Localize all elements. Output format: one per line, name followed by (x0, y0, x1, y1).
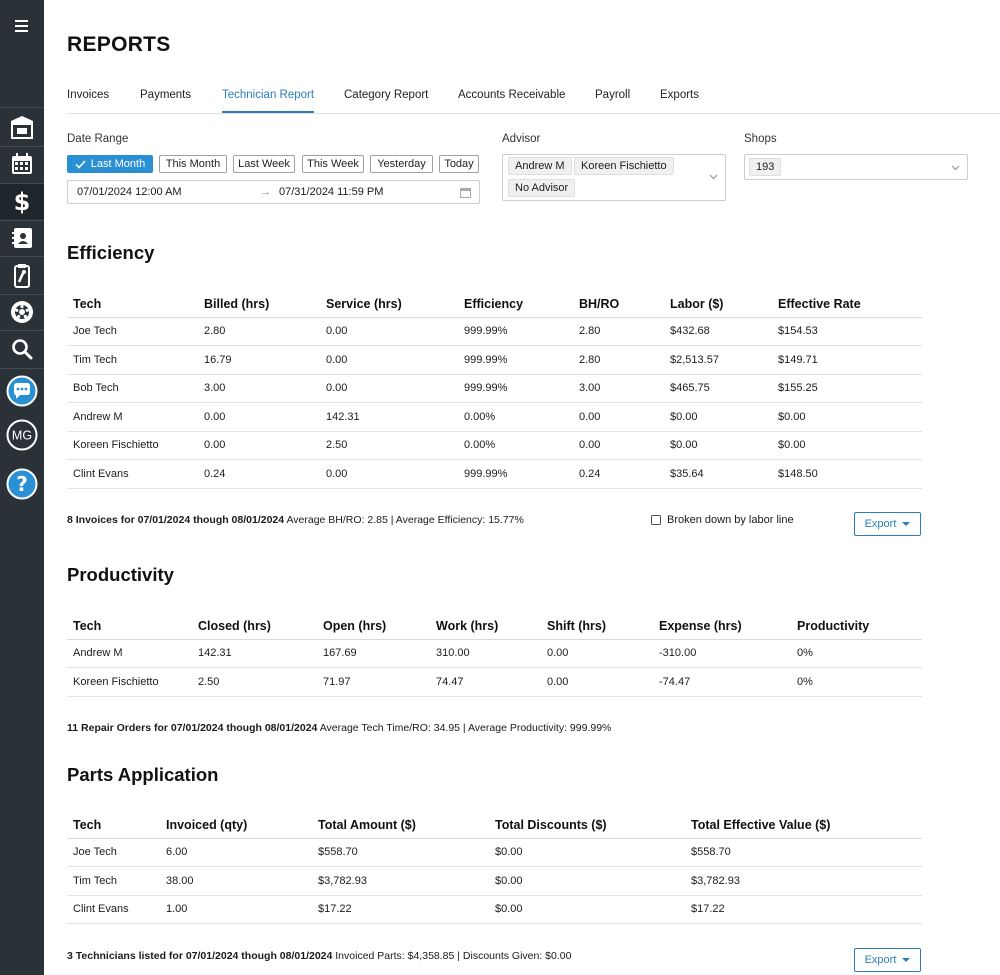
yesterday-button[interactable]: Yesterday (370, 155, 433, 173)
table-cell: Andrew M (67, 639, 192, 668)
calendar-picker-icon[interactable] (460, 187, 471, 198)
main-content (44, 0, 1000, 975)
table-cell: $3,782.93 (312, 867, 489, 896)
table-cell: $558.70 (312, 838, 489, 867)
table-cell: $0.00 (489, 867, 685, 896)
table-cell: Joe Tech (67, 838, 160, 867)
table-row (67, 374, 922, 403)
table-cell: -310.00 (653, 639, 791, 668)
table-cell: $0.00 (489, 895, 685, 924)
table-cell: $0.00 (772, 431, 922, 460)
column-header: Efficiency (458, 287, 573, 317)
menu-icon[interactable] (0, 10, 44, 42)
advisor-tag[interactable]: Koreen Fischietto (574, 157, 674, 175)
column-header: Total Discounts ($) (489, 808, 685, 838)
productivity-table (67, 609, 922, 697)
chat-icon[interactable] (0, 373, 44, 409)
chevron-down-icon[interactable] (951, 165, 960, 171)
svg-text:MG: MG (11, 428, 33, 443)
column-header: BH/RO (573, 287, 664, 317)
this-month-button[interactable]: This Month (159, 155, 227, 173)
table-cell: Clint Evans (67, 460, 198, 489)
date-range-picker[interactable] (67, 180, 480, 204)
table-cell: 0.00 (320, 346, 458, 375)
table-cell: Tim Tech (67, 346, 198, 375)
table-cell: 2.80 (198, 317, 320, 346)
this-week-button[interactable]: This Week (302, 155, 364, 173)
calendar-icon[interactable] (0, 147, 44, 181)
end-date-input[interactable]: 07/31/2024 11:59 PM (279, 186, 384, 198)
parts-export-button[interactable]: Export (854, 948, 921, 972)
table-cell: $154.53 (772, 317, 922, 346)
inventory-icon[interactable] (0, 258, 44, 294)
table-cell: $0.00 (664, 431, 772, 460)
table-cell: $149.71 (772, 346, 922, 375)
advisor-tag[interactable]: Andrew M (508, 157, 572, 175)
search-icon[interactable] (0, 332, 44, 366)
table-cell: 6.00 (160, 838, 312, 867)
table-cell: 167.69 (317, 639, 430, 668)
table-cell: $148.50 (772, 460, 922, 489)
table-cell: 0.00 (320, 317, 458, 346)
table-row (67, 895, 922, 924)
table-cell: 3.00 (198, 374, 320, 403)
column-header: Total Amount ($) (312, 808, 489, 838)
table-cell: 0.00 (573, 403, 664, 432)
table-row (67, 867, 922, 896)
table-cell: 142.31 (320, 403, 458, 432)
table-cell: 999.99% (458, 346, 573, 375)
table-cell: Andrew M (67, 403, 198, 432)
table-cell: 2.50 (320, 431, 458, 460)
shops-select[interactable] (744, 154, 968, 180)
column-header: Effective Rate (772, 287, 922, 317)
table-cell: 999.99% (458, 374, 573, 403)
tab-payroll[interactable]: Payroll (595, 89, 631, 101)
arrow-icon: → (260, 186, 271, 198)
svg-text:$: $ (14, 188, 30, 215)
last-week-button[interactable]: Last Week (233, 155, 295, 173)
table-cell: 74.47 (430, 668, 541, 697)
efficiency-export-button[interactable]: Export (854, 512, 921, 536)
table-cell: $0.00 (772, 403, 922, 432)
tab-exports[interactable]: Exports (660, 89, 699, 101)
table-row (67, 838, 922, 867)
table-cell: 0.00 (320, 460, 458, 489)
date-range-label: Date Range (67, 133, 129, 145)
table-row (67, 431, 922, 460)
page-title: REPORTS (67, 33, 171, 56)
table-cell: Joe Tech (67, 317, 198, 346)
help-icon[interactable] (0, 466, 44, 502)
table-cell: 2.80 (573, 317, 664, 346)
table-cell: Tim Tech (67, 867, 160, 896)
table-cell: Koreen Fischietto (67, 668, 192, 697)
table-cell: 0.00 (541, 639, 653, 668)
contacts-icon[interactable] (0, 221, 44, 254)
table-row (67, 668, 922, 697)
table-cell: 0.00% (458, 431, 573, 460)
column-header: Tech (67, 609, 192, 639)
start-date-input[interactable]: 07/01/2024 12:00 AM (77, 186, 182, 198)
column-header: Open (hrs) (317, 609, 430, 639)
table-cell: 0.24 (573, 460, 664, 489)
dollar-icon[interactable] (0, 184, 44, 219)
table-cell: 999.99% (458, 460, 573, 489)
table-cell: 0.00% (458, 403, 573, 432)
today-button[interactable]: Today (439, 155, 479, 173)
table-cell: 1.00 (160, 895, 312, 924)
table-cell: $35.64 (664, 460, 772, 489)
svg-text:?: ? (16, 472, 28, 496)
parts-summary: 3 Technicians listed for 07/01/2024 though 08/01/2024 Invoiced Parts: $4,358.85 | Discounts Given: $0.00 (67, 950, 572, 962)
table-row (67, 346, 922, 375)
sidebar (0, 0, 44, 975)
table-cell: 0.24 (198, 460, 320, 489)
table-cell: 0% (791, 668, 922, 697)
productivity-summary: 11 Repair Orders for 07/01/2024 though 08/01/2024 Average Tech Time/RO: 34.95 | Average Productivity: 999.99% (67, 722, 612, 734)
column-header: Billed (hrs) (198, 287, 320, 317)
caret-down-icon (902, 522, 910, 526)
report-tabs (67, 80, 1000, 114)
table-cell: 16.79 (198, 346, 320, 375)
shops-label: Shops (744, 133, 777, 145)
table-cell: $465.75 (664, 374, 772, 403)
table-cell: $0.00 (664, 403, 772, 432)
table-cell: 142.31 (192, 639, 317, 668)
table-cell: 0.00 (198, 431, 320, 460)
table-cell: 71.97 (317, 668, 430, 697)
table-cell: $17.22 (312, 895, 489, 924)
table-row (67, 317, 922, 346)
column-header: Closed (hrs) (192, 609, 317, 639)
advisor-label: Advisor (502, 133, 541, 145)
parts-table (67, 808, 922, 924)
column-header: Tech (67, 808, 160, 838)
table-cell: -74.47 (653, 668, 791, 697)
table-cell: Clint Evans (67, 895, 160, 924)
table-row (67, 403, 922, 432)
check-icon (75, 160, 86, 169)
column-header: Productivity (791, 609, 922, 639)
labor-line-checkbox-label: Broken down by labor line (667, 514, 794, 526)
table-cell: 2.80 (573, 346, 664, 375)
table-cell: 310.00 (430, 639, 541, 668)
advisor-tag[interactable]: No Advisor (508, 179, 575, 197)
table-cell: $3,782.93 (685, 867, 922, 896)
last-month-button[interactable]: Last Month (67, 155, 153, 173)
table-cell: 0.00 (541, 668, 653, 697)
tab-payments[interactable]: Payments (140, 89, 192, 101)
table-cell: 2.50 (192, 668, 317, 697)
column-header: Invoiced (qty) (160, 808, 312, 838)
table-cell: 3.00 (573, 374, 664, 403)
table-cell: 38.00 (160, 867, 312, 896)
dashboard-icon[interactable] (0, 110, 44, 144)
efficiency-summary: 8 Invoices for 07/01/2024 though 08/01/2024 Average BH/RO: 2.85 | Average Efficiency: 15.77% (67, 514, 524, 526)
productivity-title: Productivity (67, 564, 174, 585)
shop-tag[interactable]: 193 (749, 158, 781, 176)
column-header: Expense (hrs) (653, 609, 791, 639)
table-cell: $2,513.57 (664, 346, 772, 375)
tab-technician-report[interactable]: Technician Report (222, 89, 315, 101)
table-cell: Koreen Fischietto (67, 431, 198, 460)
tire-icon[interactable] (0, 295, 44, 329)
column-header: Work (hrs) (430, 609, 541, 639)
table-cell: 0.00 (573, 431, 664, 460)
table-cell: $17.22 (685, 895, 922, 924)
table-row (67, 460, 922, 489)
table-cell: $558.70 (685, 838, 922, 867)
tab-invoices[interactable]: Invoices (67, 89, 110, 101)
user-avatar[interactable] (0, 417, 44, 453)
labor-line-toggle[interactable] (651, 514, 794, 526)
advisor-select[interactable] (502, 154, 726, 201)
table-cell: $0.00 (489, 838, 685, 867)
column-header: Labor ($) (664, 287, 772, 317)
table-cell: 0.00 (320, 374, 458, 403)
column-header: Shift (hrs) (541, 609, 653, 639)
tab-accounts-receivable[interactable]: Accounts Receivable (458, 89, 566, 101)
table-cell: 0.00 (198, 403, 320, 432)
efficiency-title: Efficiency (67, 242, 155, 263)
table-row (67, 639, 922, 668)
labor-line-checkbox[interactable] (651, 515, 661, 525)
table-cell: $155.25 (772, 374, 922, 403)
table-cell: $432.68 (664, 317, 772, 346)
column-header: Tech (67, 287, 198, 317)
table-cell: 999.99% (458, 317, 573, 346)
column-header: Total Effective Value ($) (685, 808, 922, 838)
active-tab-indicator (222, 111, 314, 113)
efficiency-table (67, 287, 922, 489)
caret-down-icon (902, 958, 910, 962)
table-cell: 0% (791, 639, 922, 668)
column-header: Service (hrs) (320, 287, 458, 317)
chevron-down-icon[interactable] (709, 174, 718, 180)
parts-title: Parts Application (67, 764, 219, 785)
table-cell: Bob Tech (67, 374, 198, 403)
tab-category-report[interactable]: Category Report (344, 89, 429, 101)
